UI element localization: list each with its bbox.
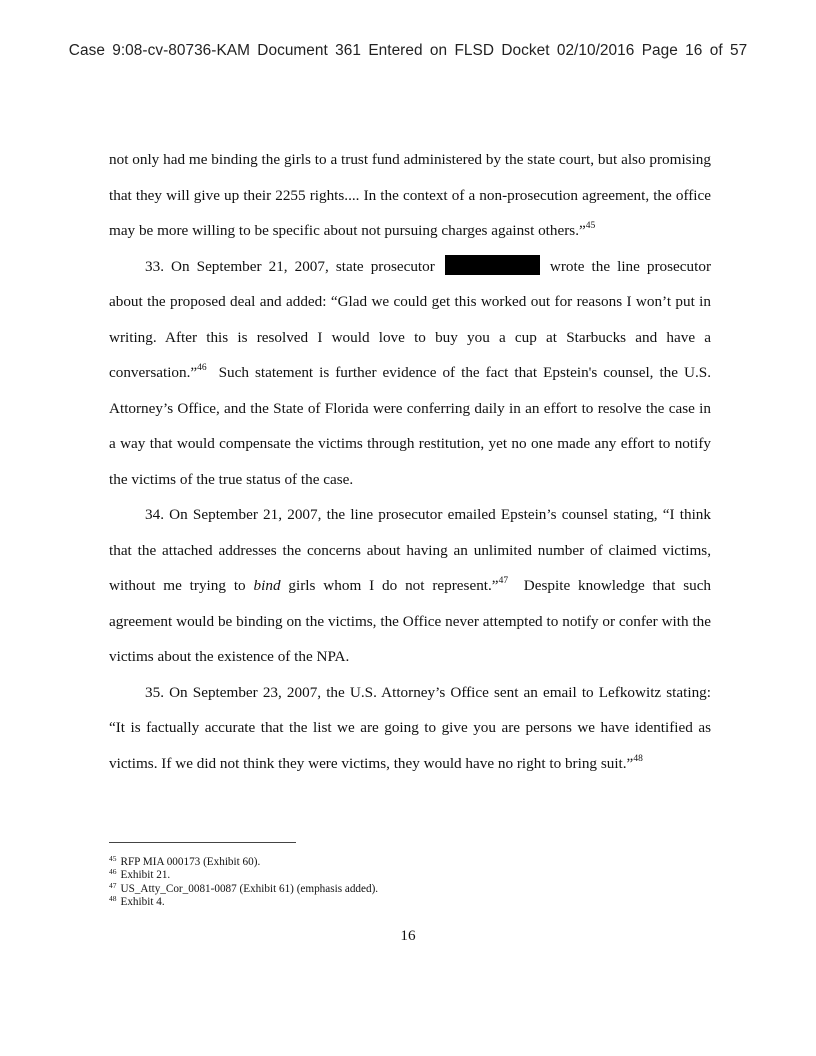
footnote-text: RFP MIA 000173 (Exhibit 60). xyxy=(120,856,261,868)
redaction-box xyxy=(445,255,540,275)
footnote-number: 48 xyxy=(109,894,117,904)
document-body xyxy=(109,142,711,781)
footnote xyxy=(109,856,711,869)
paragraph-text: wrote the line prosecutor about the proposed deal and added: “Glad we could get this worked out for reasons I won’t put in writing. After this is resolved I would love to buy you a cup at Starbucks and have a conversation.” xyxy=(109,257,712,381)
paragraph-text: 34. On September 21, 2007, the line prosecutor emailed Epstein’s counsel stating, “I think that the attached addresses the concerns about having an unlimited number of claimed victims, without me trying to xyxy=(109,506,711,594)
paragraph-text: 33. On September 21, 2007, state prosecutor xyxy=(145,257,435,275)
paragraph-33 xyxy=(109,249,711,498)
paragraph-continuation xyxy=(109,142,711,249)
footnote-text: Exhibit 4. xyxy=(120,896,165,909)
paragraph-text: Despite knowledge that such agreement would be binding on the victims, the Office never attempted to notify or confer with the victims about the existence of the NPA. xyxy=(109,577,712,665)
paragraph-text: not only had me binding the girls to a trust fund administered by the state court, but also promising that they will give up their 2255 rights.... In the context of a non-prosecution agreement, the office may be more willing to be specific about not pursuing charges against others.” xyxy=(109,151,711,239)
docket-header: Case 9:08-cv-80736-KAM Document 361 Entered on FLSD Docket 02/10/2016 Page 16 of 57 xyxy=(68,42,748,59)
footnote xyxy=(109,896,711,909)
footnote-separator xyxy=(109,842,296,843)
footnote-number: 46 xyxy=(109,867,117,877)
footnote-number: 45 xyxy=(109,854,117,863)
footnote-text: Exhibit 21. xyxy=(120,869,171,882)
footnote-ref-45: 45 xyxy=(585,221,596,231)
page-number: 16 xyxy=(400,927,416,944)
footnote-ref-46: 46 xyxy=(197,363,207,373)
paragraph-text: 35. On September 23, 2007, the U.S. Attorney’s Office sent an email to Lefkowitz stating: “It is factually accurate that the list we are going to give you are persons we have identified as victims. If we did not think they were victims, they would have no right to bring suit.” xyxy=(109,683,711,772)
footnote-number: 47 xyxy=(109,880,117,890)
footnote-text: US_Atty_Cor_0081-0087 (Exhibit 61) (emphasis added). xyxy=(120,882,379,895)
paragraph-34 xyxy=(109,497,711,675)
paragraph-text: Such statement is further evidence of the fact that Epstein's counsel, the U.S. Attorney’s Office, and the State of Florida were conferring daily in an effort to resolve the case in a way that would compensate the victims through restitution, yet no one made any effort to notify the victims of the true status of the case. xyxy=(109,364,711,488)
footnote xyxy=(109,869,711,882)
footnote-ref-47: 47 xyxy=(498,576,509,586)
footnotes xyxy=(109,856,711,910)
emphasis-text: bind xyxy=(253,577,281,594)
footnote xyxy=(109,880,711,896)
paragraph-35 xyxy=(109,675,711,782)
paragraph-text: girls whom I do not represent.” xyxy=(288,577,499,594)
footnote-ref-48: 48 xyxy=(633,753,643,764)
